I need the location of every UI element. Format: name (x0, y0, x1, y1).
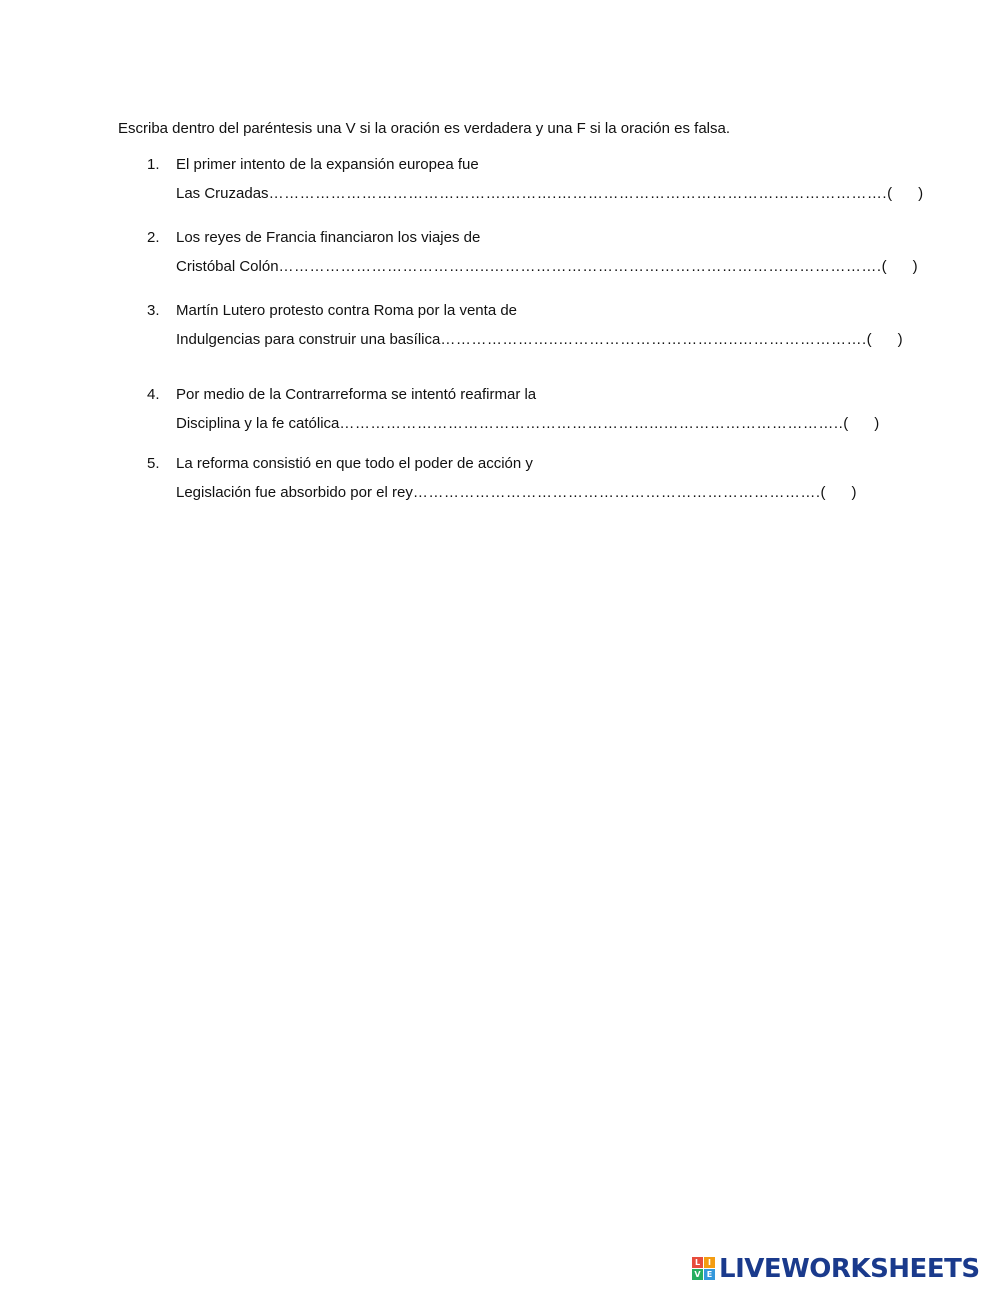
question-1 (147, 155, 924, 205)
question-text-line-1: Los reyes de Francia financiaron los viajes de (176, 229, 481, 246)
dot-leader: ……………………………………….……….………………………………………………………. (268, 185, 888, 202)
liveworksheets-logo (692, 1254, 980, 1284)
logo-mark-letter: V (692, 1269, 703, 1280)
open-paren: ( (866, 331, 872, 348)
question-text-line-2: Legislación fue absorbido por el rey (176, 484, 413, 501)
question-2 (147, 228, 918, 278)
instruction-text: Escriba dentro del paréntesis una V si la oración es verdadera y una F si la oración es falsa. (118, 120, 730, 137)
dot-leader: …………………………………..…………………………………………………………………. (278, 258, 882, 275)
logo-mark-letter: E (704, 1269, 715, 1280)
close-paren: ) (874, 415, 880, 432)
open-paren: ( (843, 415, 849, 432)
dot-leader: …………………..……………………………..……………………. (440, 331, 867, 348)
question-3 (147, 301, 903, 351)
liveworksheets-mark-icon (692, 1257, 716, 1281)
close-paren: ) (897, 331, 903, 348)
question-5 (147, 454, 857, 504)
open-paren: ( (887, 185, 893, 202)
question-text-line-1: Martín Lutero protesto contra Roma por la venta de (176, 302, 518, 319)
answer-input-5[interactable] (826, 479, 852, 497)
question-text-line-1: El primer intento de la expansión europea fue (176, 156, 479, 173)
question-text-line-2: Cristóbal Colón (176, 258, 279, 275)
open-paren: ( (820, 484, 826, 501)
dot-leader: ……………………………………………………………………. (412, 484, 821, 501)
close-paren: ) (851, 484, 857, 501)
dot-leader: ……………………………………………………...…………………………….. (339, 415, 844, 432)
logo-mark-letter: I (704, 1257, 715, 1268)
open-paren: ( (881, 258, 887, 275)
close-paren: ) (912, 258, 918, 275)
question-number: 1. (147, 156, 160, 173)
question-text-line-1: Por medio de la Contrarreforma se intentó reafirmar la (176, 386, 537, 403)
question-text-line-2: Las Cruzadas (176, 185, 269, 202)
question-text-line-2: Indulgencias para construir una basílica (176, 331, 441, 348)
question-text-line-2: Disciplina y la fe católica (176, 415, 340, 432)
logo-mark-letter: L (692, 1257, 703, 1268)
answer-input-2[interactable] (887, 253, 913, 271)
answer-input-1[interactable] (892, 180, 918, 198)
question-number: 2. (147, 229, 160, 246)
close-paren: ) (918, 185, 924, 202)
answer-input-4[interactable] (848, 410, 874, 428)
question-4 (147, 385, 880, 435)
logo-text: LIVEWORKSHEETS (719, 1254, 980, 1284)
answer-input-3[interactable] (872, 326, 898, 344)
question-number: 3. (147, 302, 160, 319)
question-text-line-1: La reforma consistió en que todo el poder de acción y (176, 455, 533, 472)
question-number: 5. (147, 455, 160, 472)
question-number: 4. (147, 386, 160, 403)
